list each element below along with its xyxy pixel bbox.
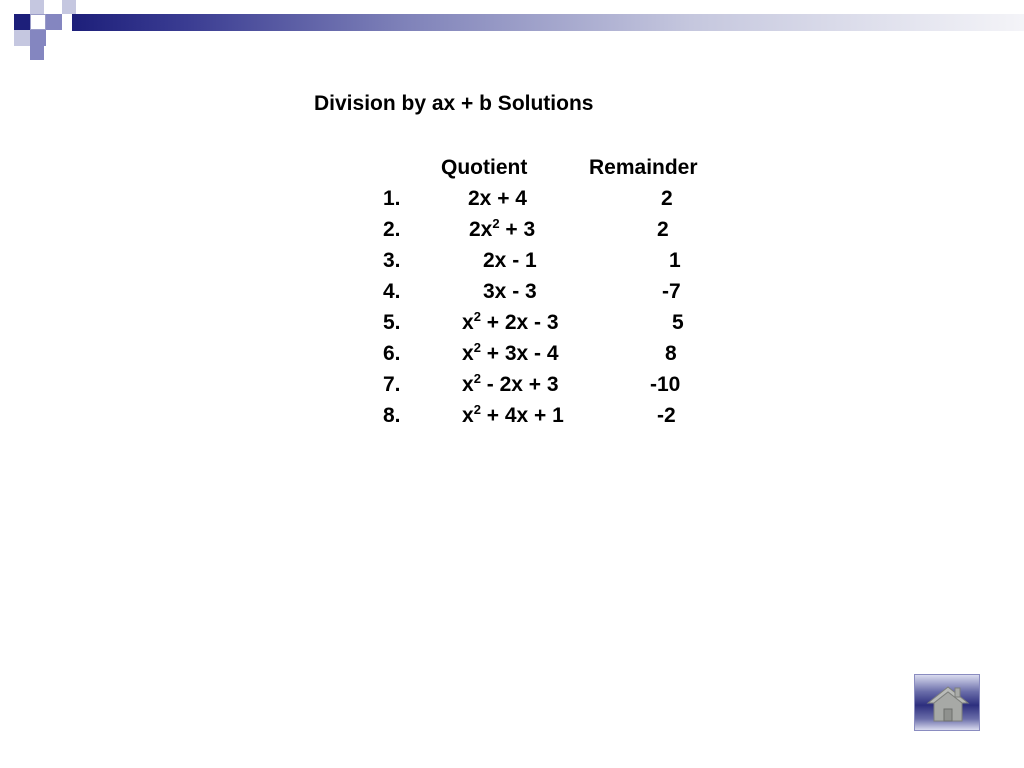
remainder-value: 1 bbox=[669, 249, 681, 272]
header-square bbox=[30, 0, 44, 14]
header-square bbox=[30, 46, 44, 60]
remainder-value: -7 bbox=[662, 280, 681, 303]
quotient-value: $x^2 + 3x - 4$ bbox=[462, 340, 559, 365]
quotient-value: 2x - 1 bbox=[483, 249, 537, 272]
remainder-value: 2 bbox=[661, 187, 673, 210]
header-square bbox=[30, 14, 46, 30]
remainder-value: 5 bbox=[672, 311, 684, 334]
quotient-value: $2x^2 + 3$ bbox=[469, 216, 536, 241]
remainder-value: -10 bbox=[650, 373, 681, 396]
header-square bbox=[14, 14, 30, 30]
row-number: 1. bbox=[383, 187, 401, 210]
header-square bbox=[30, 30, 46, 46]
remainder-value: 2 bbox=[657, 218, 669, 241]
row-number: 3. bbox=[383, 249, 401, 272]
header-square bbox=[14, 30, 30, 46]
header-square bbox=[46, 14, 62, 30]
quotient-value: $x^2 + 2x - 3$ bbox=[462, 309, 559, 334]
header-gradient-bar bbox=[72, 14, 1024, 31]
quotient-value: 3x - 3 bbox=[483, 280, 537, 303]
row-number: 4. bbox=[383, 280, 401, 303]
slide-title: Division by ax + b Solutions bbox=[314, 92, 594, 115]
quotient-value: $x^2 + 4x + 1$ bbox=[462, 402, 564, 427]
remainder-value: -2 bbox=[657, 404, 676, 427]
quotient-header: Quotient bbox=[441, 156, 528, 179]
row-number: 5. bbox=[383, 311, 401, 334]
header-square bbox=[62, 0, 76, 14]
remainder-header: Remainder bbox=[589, 156, 698, 179]
home-button[interactable] bbox=[914, 674, 980, 731]
row-number: 7. bbox=[383, 373, 401, 396]
row-number: 6. bbox=[383, 342, 401, 365]
quotient-value: $x^2 - 2x + 3$ bbox=[462, 371, 559, 396]
row-number: 2. bbox=[383, 218, 401, 241]
remainder-value: 8 bbox=[665, 342, 677, 365]
row-number: 8. bbox=[383, 404, 401, 427]
header-decoration bbox=[0, 0, 1024, 64]
quotient-value: 2x + 4 bbox=[468, 187, 527, 210]
